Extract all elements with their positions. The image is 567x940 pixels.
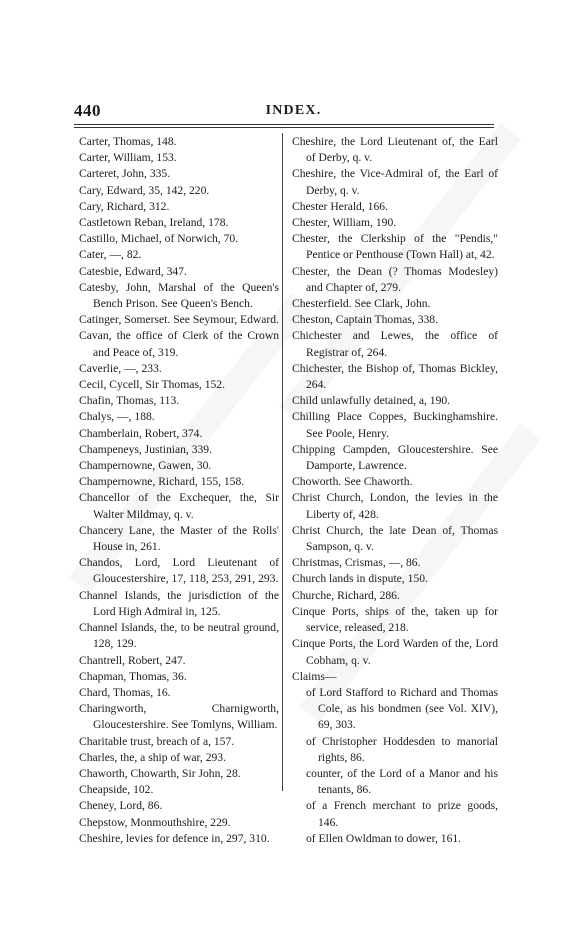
index-entry: Cinque Ports, the Lord Warden of the, Lord Cobham, q. v. [292,637,498,667]
index-entry: Chancery Lane, the Master of the Rolls' House in, 261. [79,523,279,554]
index-entry: Cary, Richard, 312. [79,199,170,213]
index-entry: Chard, Thomas, 16. [79,685,171,699]
index-entry: Cheshire, the Vice-Admiral of, the Earl of Derby, q. v. [292,167,498,197]
index-subentry: of a French merchant to prize goods, 146. [306,799,498,829]
index-entry: Child unlawfully detained, a, 190. [292,394,451,408]
index-entry: Christ Church, the late Dean of, Thomas Sampson, q. v. [292,523,498,554]
index-entry: Chester Herald, 166. [292,199,388,213]
index-heading: Claims— [292,669,337,683]
index-entry: Castillo, Michael, of Norwich, 70. [79,232,239,246]
index-entry: Chipping Campden, Gloucestershire. See Damporte, Lawrence. [292,442,498,473]
right-column [292,134,498,847]
index-entry: Cinque Ports, ships of the, taken up for service, released, 218. [292,604,498,635]
left-column [79,134,279,847]
index-subentry: of Ellen Owldman to dower, 161. [306,831,462,845]
index-entry: Caverlie, —, 233. [79,361,162,375]
index-entry: Cheshire, levies for defence in, 297, 310. [79,831,270,845]
index-subentry: counter, of the Lord of a Manor and his tenants, 86. [306,766,498,797]
index-entry: Choworth. See Chaworth. [292,475,413,489]
index-entry: Catesby, John, Marshal of the Queen's Bench Prison. See Queen's Bench. [79,280,279,311]
index-subentry: of Lord Stafford to Richard and Thomas Cole, as his bondmen (see Vol. XIV), 69, 303. [306,685,498,732]
index-entry: Chester, the Clerkship of the "Pendis," Pentice or Penthouse (Town Hall) at, 42. [292,232,498,262]
index-entry: Chester, William, 190. [292,216,397,230]
index-entry: Chancellor of the Exchequer, the, Sir Walter Mildmay, q. v. [79,491,279,521]
index-subentry: of Christopher Hoddesden to manorial rights, 86. [306,734,498,764]
index-entry: Charingworth, Charnigworth, Gloucestershire. See Tomlyns, William. [79,702,279,732]
index-entry: Chapman, Thomas, 36. [79,669,187,683]
header-rule-bottom [74,127,494,128]
index-entry: Christmas, Crismas, —, 86. [292,556,421,570]
index-entry: Chaworth, Chowarth, Sir John, 28. [79,766,241,780]
index-entry: Cheapside, 102. [79,783,154,797]
index-entry: Charles, the, a ship of war, 293. [79,750,226,764]
index-entry: Castletown Reban, Ireland, 178. [79,216,229,230]
index-entry: Church lands in dispute, 150. [292,572,428,586]
index-entry: Christ Church, London, the levies in the Liberty of, 428. [292,491,498,521]
index-entry: Cecil, Cycell, Sir Thomas, 152. [79,378,225,392]
index-entry: Champeneys, Justinian, 339. [79,442,212,456]
index-entry: Cheston, Captain Thomas, 338. [292,313,438,327]
index-entry: Champernowne, Gawen, 30. [79,459,212,473]
index-entry: Churche, Richard, 286. [292,588,400,602]
index-entry: Catesbie, Edward, 347. [79,264,187,278]
index-entry: Carter, Thomas, 148. [79,135,177,148]
index-entry: Carteret, John, 335. [79,167,171,181]
index-entry: Catinger, Somerset. See Seymour, Edward. [79,313,279,327]
index-entry: Charitable trust, breach of a, 157. [79,734,235,748]
page-title: INDEX. [265,103,322,118]
index-entry: Cheney, Lord, 86. [79,799,163,813]
index-entry: Chilling Place Coppes, Buckinghamshire. See Poole, Henry. [292,410,498,440]
index-entry: Chalys, —, 188. [79,410,155,424]
index-entry: Chepstow, Monmouthshire, 229. [79,815,231,829]
index-entry: Champernowne, Richard, 155, 158. [79,475,245,489]
page-number: 440 [74,101,101,120]
index-entry: Carter, William, 153. [79,151,177,165]
index-entry: Cary, Edward, 35, 142, 220. [79,183,210,197]
index-entry: Chandos, Lord, Lord Lieutenant of Gloucestershire, 17, 118, 253, 291, 293. [79,556,279,586]
index-entry: Chichester, the Bishop of, Thomas Bickley, 264. [292,361,498,392]
index-entry: Cavan, the office of Clerk of the Crown and Peace of, 319. [79,329,279,359]
index-entry: Channel Islands, the jurisdiction of the Lord High Admiral in, 125. [79,588,279,618]
index-entry: Chester, the Dean (? Thomas Modesley) and Chapter of, 279. [292,264,498,294]
column-divider [282,133,283,791]
index-entry: Cater, —, 82. [79,248,142,262]
index-entry: Cheshire, the Lord Lieutenant of, the Earl of Derby, q. v. [292,135,498,165]
index-entry: Chantrell, Robert, 247. [79,653,186,667]
index-entry: Chafin, Thomas, 113. [79,394,180,408]
header-rule-top [74,124,494,125]
index-entry: Chesterfield. See Clark, John. [292,297,431,311]
index-entry: Channel Islands, the, to be neutral ground, 128, 129. [79,621,279,651]
index-entry: Chichester and Lewes, the office of Registrar of, 264. [292,329,498,359]
index-entry: Chamberlain, Robert, 374. [79,426,203,440]
